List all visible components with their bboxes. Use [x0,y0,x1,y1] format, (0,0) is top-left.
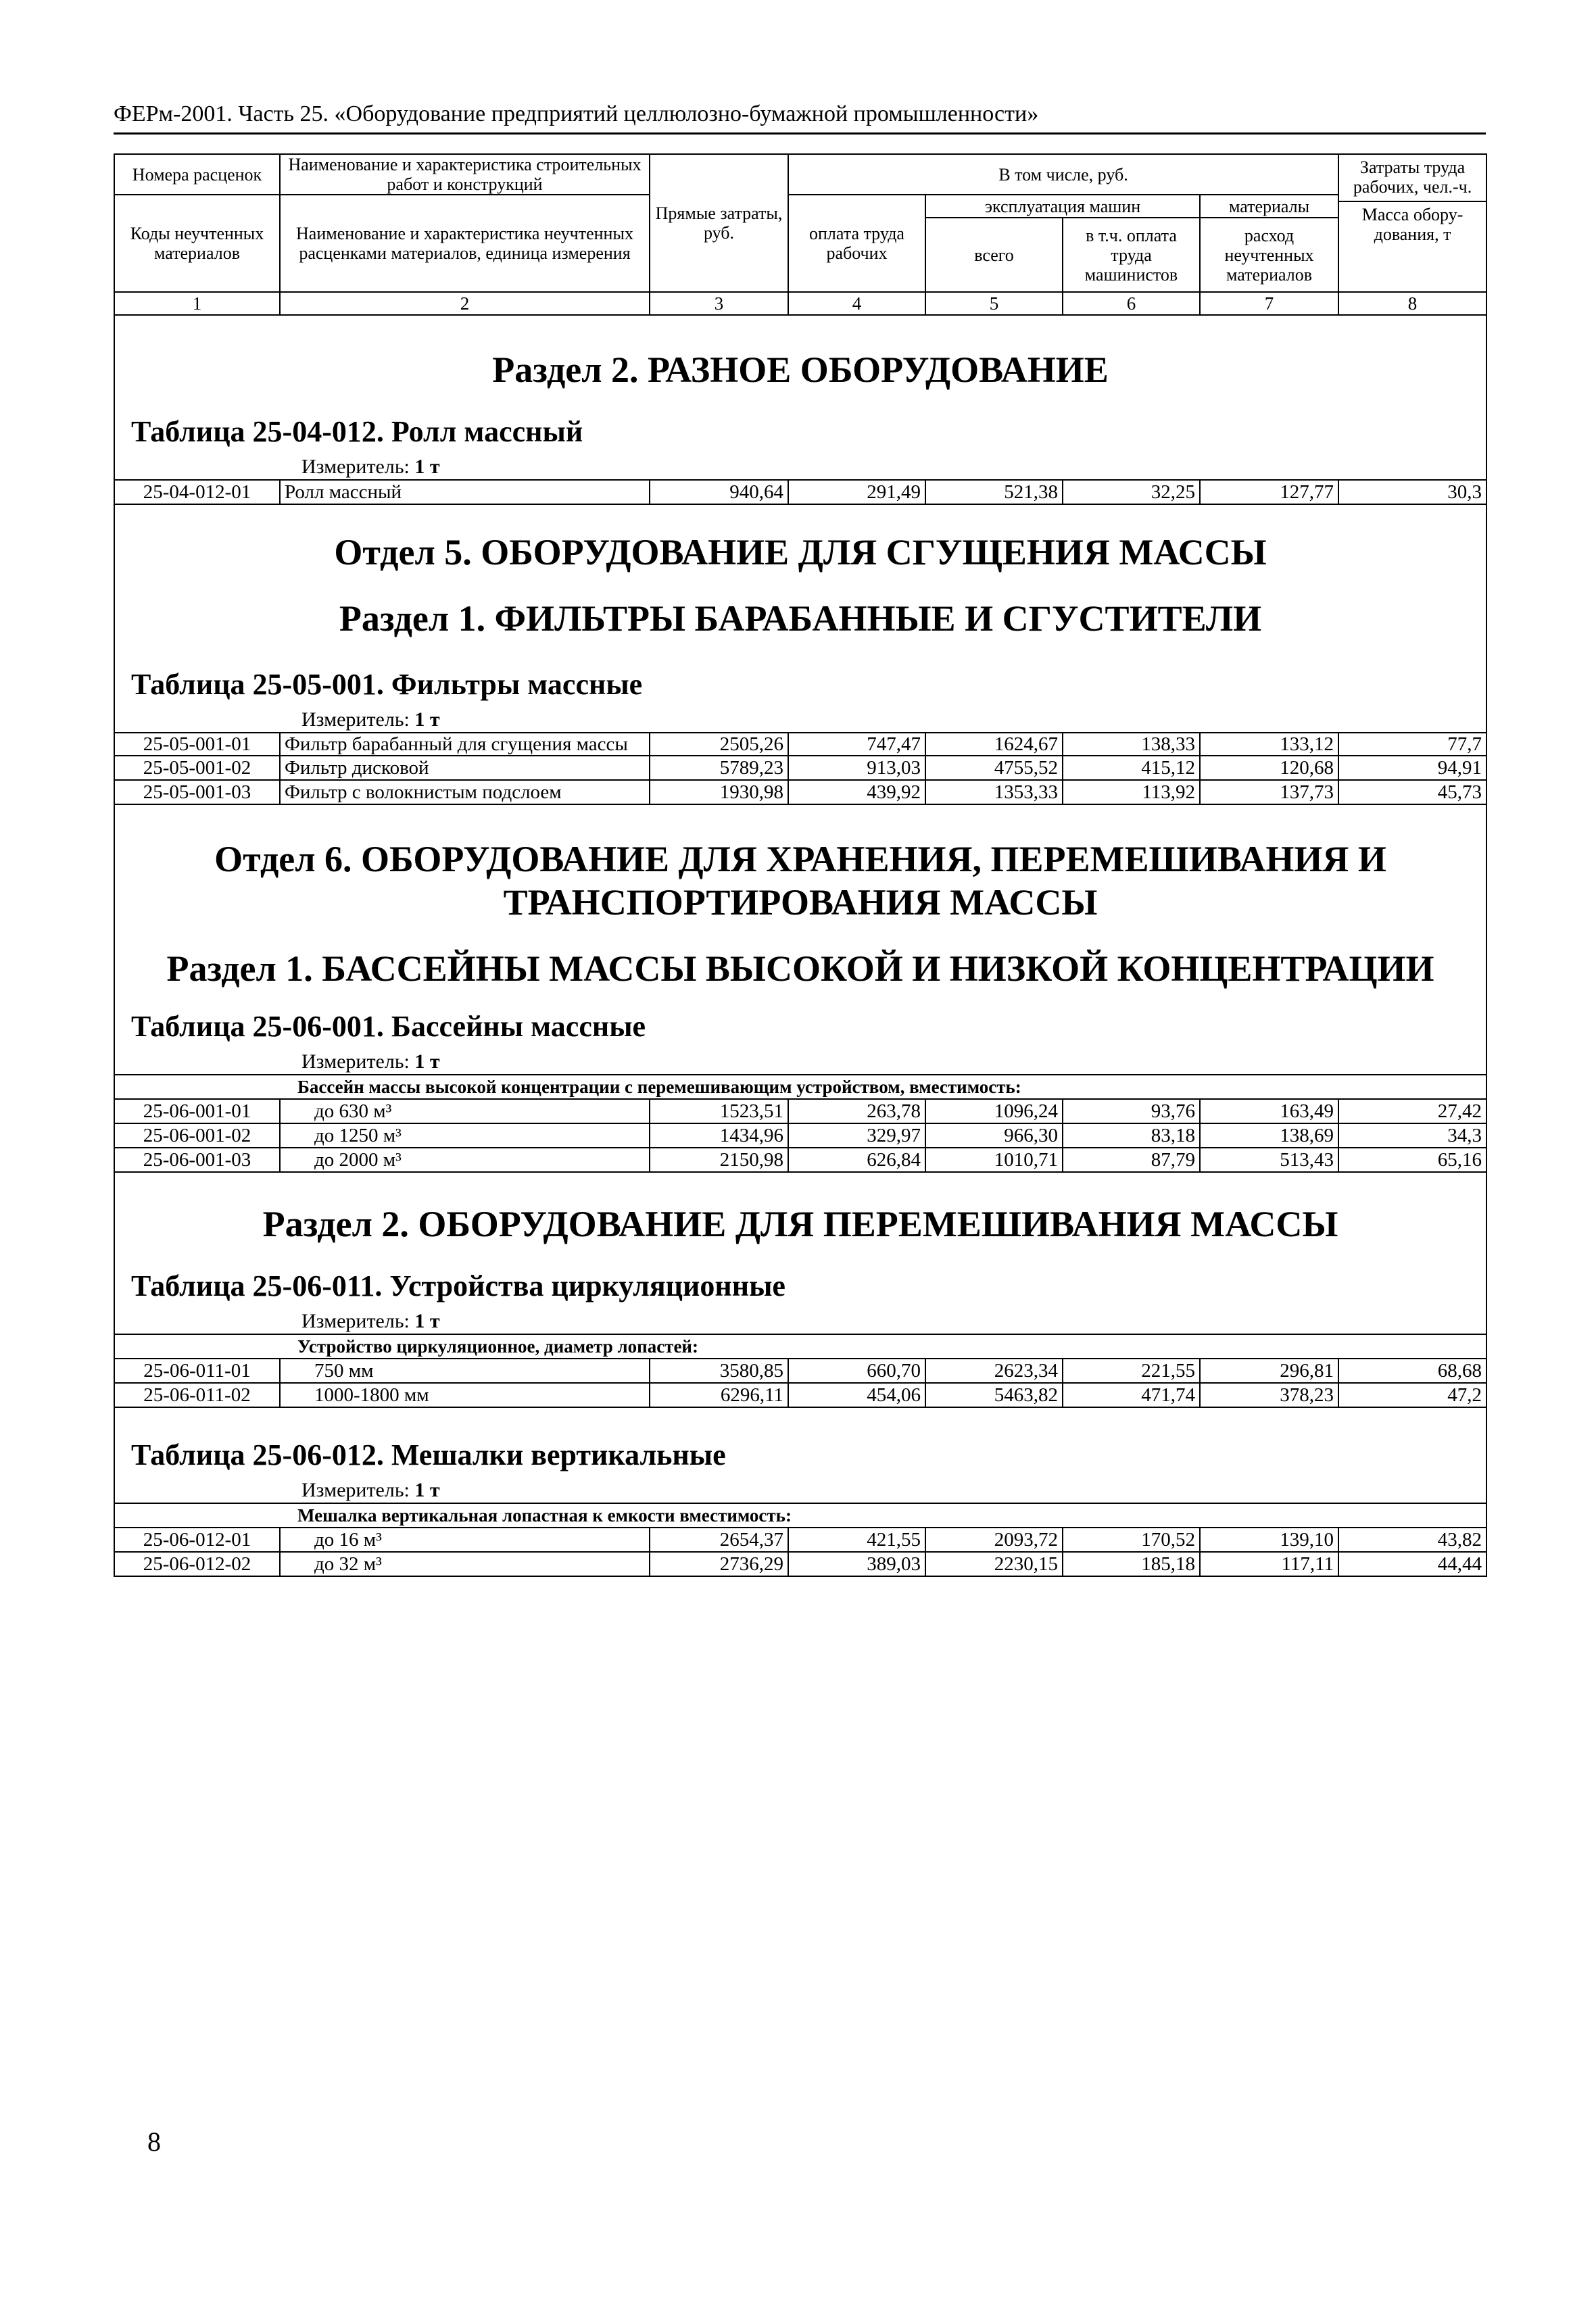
col8-header-top [1338,154,1486,292]
col6-header: в т.ч. оплата труда машинистов [1063,218,1200,292]
col-number: 6 [1063,292,1200,315]
table-row: 25-06-001-03 до 2000 м³ 2150,98 626,84 1010,71 87,79 513,43 65,16 [114,1148,1486,1172]
col8-header-mass: Масса обору-дования, т [1339,201,1486,247]
section-title: Раздел 2. ОБОРУДОВАНИЕ ДЛЯ ПЕРЕМЕШИВАНИЯ МАССЫ [262,1204,1338,1244]
running-header: ФЕРм-2001. Часть 25. «Оборудование предприятий целлюлозно-бумажной промышленности» [114,101,1486,135]
col3-header: Прямые затраты, руб. [650,154,788,292]
machines-header: эксплуатация машин [925,195,1200,218]
col2-header-top: Наименование и характеристика строительных работ и конструкций [280,154,650,195]
group-header: Устройство циркуляционное, диаметр лопастей: [114,1334,1486,1359]
table-row: 25-05-001-01 Фильтр барабанный для сгущения массы 2505,26 747,47 1624,67 138,33 133,12 77,7 [114,733,1486,756]
col4-header: оплата труда рабочих [788,195,925,292]
table-row: 25-06-001-01 до 630 м³ 1523,51 263,78 1096,24 93,76 163,49 27,42 [114,1099,1486,1123]
col-number: 4 [788,292,925,315]
col1-header-top: Номера расценок [114,154,280,195]
unit-line: Измеритель: 1 т [301,708,440,731]
table-row: 25-05-001-03 Фильтр с волокнистым подслоем 1930,98 439,92 1353,33 113,92 137,73 45,73 [114,780,1486,804]
department-title: Отдел 5. ОБОРУДОВАНИЕ ДЛЯ СГУЩЕНИЯ МАССЫ [334,532,1267,572]
col8-header-labor: Затраты труда рабочих, чел.-ч. [1353,157,1472,197]
col-number: 3 [650,292,788,315]
col-number: 7 [1200,292,1338,315]
rates-table [114,153,1487,1577]
col-number: 1 [114,292,280,315]
materials-header: материалы [1200,195,1338,218]
col5-header: всего [925,218,1063,292]
unit-line: Измеритель: 1 т [301,1479,440,1501]
group-header: Бассейн массы высокой концентрации с перемешивающим устройством, вместимость: [114,1075,1486,1099]
unit-line: Измеритель: 1 т [301,456,440,478]
section-title: Раздел 1. БАССЕЙНЫ МАССЫ ВЫСОКОЙ И НИЗКОЙ КОНЦЕНТРАЦИИ [166,948,1434,989]
col2-header-bottom: Наименование и характеристика неучтенных расценками материалов, единица измерения [280,195,650,292]
table-title: Таблица 25-05-001. Фильтры массные [131,668,643,701]
document-page [114,101,1486,1577]
unit-line: Измеритель: 1 т [301,1310,440,1332]
col-number: 8 [1338,292,1486,315]
table-title: Таблица 25-06-012. Мешалки вертикальные [131,1438,726,1471]
col-number: 5 [925,292,1063,315]
table-row: 25-06-012-02 до 32 м³ 2736,29 389,03 2230,15 185,18 117,11 44,44 [114,1552,1486,1576]
table-title: Таблица 25-04-012. Ролл массный [131,415,583,448]
table-title: Таблица 25-06-011. Устройства циркуляционные [131,1269,785,1302]
unit-line: Измеритель: 1 т [301,1050,440,1073]
col-number: 2 [280,292,650,315]
col1-header-bottom: Коды неучтенных материалов [114,195,280,292]
table-row: 25-06-012-01 до 16 м³ 2654,37 421,55 2093,72 170,52 139,10 43,82 [114,1528,1486,1552]
table-row: 25-06-011-01 750 мм 3580,85 660,70 2623,34 221,55 296,81 68,68 [114,1359,1486,1383]
table-title: Таблица 25-06-001. Бассейны массные [131,1010,646,1043]
table-row: 25-06-001-02 до 1250 м³ 1434,96 329,97 966,30 83,18 138,69 34,3 [114,1123,1486,1148]
section-title: Раздел 2. РАЗНОЕ ОБОРУДОВАНИЕ [492,349,1109,390]
department-title: Отдел 6. ОБОРУДОВАНИЕ ДЛЯ ХРАНЕНИЯ, ПЕРЕМЕШИВАНИЯ И ТРАНСПОРТИРОВАНИЯ МАССЫ [214,839,1386,923]
group-header: Мешалка вертикальная лопастная к емкости вместимость: [114,1503,1486,1528]
section-title: Раздел 1. ФИЛЬТРЫ БАРАБАННЫЕ И СГУСТИТЕЛИ [339,598,1262,639]
page-number: 8 [147,2126,161,2157]
table-row: 25-04-012-01 Ролл массный 940,64 291,49 521,38 32,25 127,77 30,3 [114,480,1486,504]
col7-header: расход неучтенных материалов [1200,218,1338,292]
included-header: В том числе, руб. [788,154,1338,195]
table-row: 25-06-011-02 1000-1800 мм 6296,11 454,06 5463,82 471,74 378,23 47,2 [114,1383,1486,1407]
table-row: 25-05-001-02 Фильтр дисковой 5789,23 913,03 4755,52 415,12 120,68 94,91 [114,756,1486,780]
